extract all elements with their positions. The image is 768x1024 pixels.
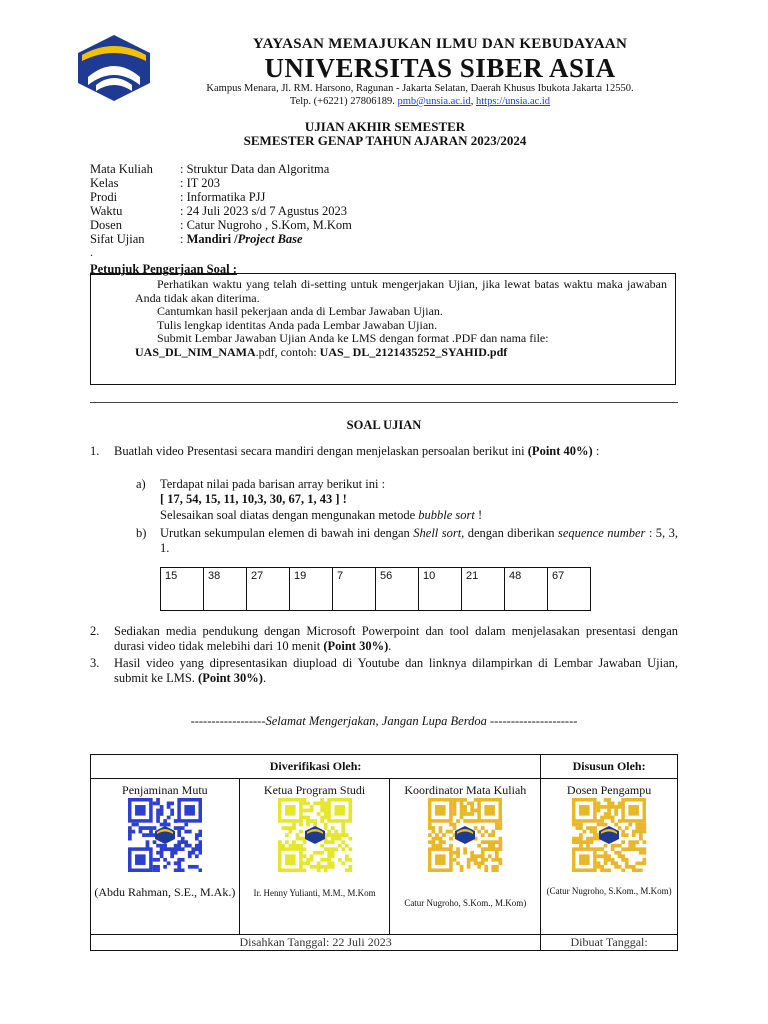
prepared-by-header: Disusun Oleh:	[541, 755, 678, 779]
qr-code-icon	[128, 798, 202, 872]
array-values: [ 17, 54, 15, 11, 10,3, 30, 67, 1, 43 ] !	[160, 492, 347, 506]
contact-line: Telp. (+6221) 27806189. pmb@unsia.ac.id, https://unsia.ac.id	[289, 96, 551, 107]
instructions-box	[90, 273, 676, 385]
subquestion-b-text	[160, 526, 678, 555]
phone: Telp. (+6221) 27806189.	[289, 96, 395, 107]
filename-line	[135, 346, 667, 360]
question-1	[90, 444, 678, 459]
subquestion-b-label: b)	[136, 526, 147, 540]
array-cell: 15	[161, 568, 204, 611]
info-value: : Catur Nugroho , S.Kom, M.Kom	[180, 218, 352, 232]
qr-code-icon	[569, 798, 649, 872]
info-key: Dosen	[90, 218, 122, 232]
info-row	[90, 232, 352, 246]
signature-header-row	[91, 755, 678, 779]
question-text	[114, 444, 678, 459]
info-value	[180, 232, 303, 246]
sequence-term: sequence number	[557, 526, 646, 540]
info-key: Prodi	[90, 190, 118, 204]
array-cell: 21	[462, 568, 505, 611]
signer-role: Koordinator Mata Kuliah	[404, 783, 527, 797]
array-row	[161, 568, 591, 611]
question-points: (Point 30%)	[323, 638, 389, 653]
signer-name: Catur Nugroho, S.Kom., M.Kom)	[404, 898, 527, 908]
method-name: bubble sort	[418, 508, 475, 522]
info-value: : Informatika PJJ	[180, 190, 266, 204]
array-cell: 48	[505, 568, 548, 611]
qr-code-icon	[425, 798, 505, 872]
question-points: (Point 40%)	[527, 444, 593, 458]
question-points: (Point 30%)	[198, 670, 263, 685]
address-line: Kampus Menara, Jl. RM. Harsono, Ragunan - Jakarta Selatan, Daerah Khusus Ibukota Jakarta 12550.	[206, 83, 634, 94]
question-3-text: Hasil video yang dipresentasikan diupload di Youtube dan linknya dilampirkan di Lembar Jawaban Ujian, submit ke LMS.	[114, 656, 678, 685]
exam-mode: Mandiri /	[186, 232, 238, 246]
instructions-heading: Petunjuk Pengerjaan Soal :	[90, 262, 237, 276]
sort-name: Shell sort,	[413, 526, 465, 540]
instruction-item: Tulis lengkap identitas Anda pada Lembar Jawaban Ujian.	[157, 317, 438, 332]
exam-mode-type: Project Base	[237, 232, 303, 246]
signature-body-row	[91, 779, 678, 935]
array-cell: 67	[548, 568, 591, 611]
array-table	[160, 567, 591, 611]
info-key: Sifat Ujian	[90, 232, 145, 246]
subquestion-a-label: a)	[136, 477, 146, 491]
instruction-item: Cantumkan hasil pekerjaan anda di Lembar Jawaban Ujian.	[157, 304, 443, 318]
filename-suffix: .pdf, contoh:	[255, 344, 320, 359]
question-text	[114, 624, 678, 653]
info-row	[90, 176, 352, 190]
closing-dashes-left: ------------------	[190, 714, 266, 728]
info-value-prefix: :	[180, 232, 187, 246]
array-cell: 7	[333, 568, 376, 611]
question-number: 1.	[90, 444, 100, 458]
approved-date: Disahkan Tanggal: 22 Juli 2023	[91, 935, 541, 951]
question-2-text: Sediakan media pendukung dengan Microsoft Powerpoint dan tool dalam menjelasakan presentasi dengan durasi video tidak melebihi dari 10 menit	[114, 624, 678, 653]
questions-title: SOAL UJIAN	[346, 418, 422, 432]
question-2	[90, 624, 678, 653]
question-text	[114, 656, 678, 685]
info-key: Waktu	[90, 204, 123, 218]
closing-dashes-right: ---------------------	[486, 714, 578, 728]
task-suffix: !	[474, 508, 483, 522]
info-value: : IT 203	[180, 176, 221, 190]
university-name: UNIVERSITAS SIBER ASIA	[264, 53, 616, 83]
exam-title-line2: SEMESTER GENAP TAHUN AJARAN 2023/2024	[243, 133, 527, 148]
array-cell: 10	[419, 568, 462, 611]
signer-cell	[390, 779, 541, 935]
section-divider	[90, 402, 678, 403]
question-number: 3.	[90, 656, 100, 670]
filename-example: UAS_ DL_2121435252_SYAHID.pdf	[319, 344, 508, 359]
filename-format: UAS_DL_NIM_NAMA	[135, 344, 256, 359]
signer-name: (Abdu Rahman, S.E., M.Ak.)	[94, 885, 236, 899]
instruction-item: Submit Lembar Jawaban Ujian Anda ke LMS dengan format .PDF dan nama file:	[157, 331, 549, 345]
signature-table	[90, 754, 678, 951]
array-cell: 27	[247, 568, 290, 611]
course-info	[90, 162, 352, 246]
subquestion-a-text: Terdapat nilai pada barisan array berikut ini :	[160, 477, 386, 491]
verified-by-header: Diverifikasi Oleh:	[91, 755, 541, 779]
info-row	[90, 204, 352, 218]
signer-role: Penjaminan Mutu	[122, 783, 208, 797]
letterhead	[0, 0, 768, 110]
university-logo-icon	[74, 33, 154, 103]
signer-name: Ir. Henny Yulianti, M.M., M.Kom	[253, 888, 376, 898]
question-tail: :	[592, 444, 600, 458]
question-3	[90, 656, 678, 685]
array-cell: 19	[290, 568, 333, 611]
array-cell: 56	[376, 568, 419, 611]
array-cell: 38	[204, 568, 247, 611]
instruction-item: Perhatikan waktu yang telah di-setting untuk mengerjakan Ujian, jika lewat batas waktu maka jawaban Anda tidak akan diterima.	[135, 277, 667, 305]
email-link[interactable]: pmb@unsia.ac.id	[397, 96, 471, 107]
question-tail: .	[388, 638, 392, 653]
closing-message	[90, 714, 678, 729]
b-mid: dengan diberikan	[464, 526, 558, 540]
signer-role: Ketua Program Studi	[263, 783, 366, 797]
info-row	[90, 162, 352, 176]
signer-cell	[91, 779, 240, 935]
task-prefix: Selesaikan soal diatas dengan mengunakan metode	[160, 508, 419, 522]
exam-title	[90, 120, 680, 148]
subquestion-a-task	[160, 508, 482, 523]
info-key: Mata Kuliah	[90, 162, 153, 176]
closing-text: Selamat Mengerjakan, Jangan Lupa Berdoa	[265, 714, 487, 728]
question-number: 2.	[90, 624, 100, 638]
b-suffix: : 5, 3, 1.	[160, 526, 678, 555]
created-date: Dibuat Tanggal:	[541, 935, 678, 951]
info-value: : Struktur Data dan Algoritma	[180, 162, 330, 176]
exam-title-line1: UJIAN AKHIR SEMESTER	[304, 119, 466, 134]
signer-cell	[239, 779, 390, 935]
info-row	[90, 190, 352, 204]
address	[160, 82, 680, 108]
divider-dot: .	[90, 245, 93, 259]
info-value: : 24 Juli 2023 s/d 7 Agustus 2023	[180, 204, 348, 218]
signature-footer-row	[91, 935, 678, 951]
qr-code-icon	[275, 798, 355, 872]
website-link[interactable]: https://unsia.ac.id	[475, 96, 551, 107]
foundation-name: YAYASAN MEMAJUKAN ILMU DAN KEBUDAYAAN	[252, 36, 628, 52]
question-tail: .	[262, 670, 267, 685]
signer-name: (Catur Nugroho, S.Kom., M.Kom)	[546, 886, 672, 896]
b-prefix: Urutkan sekumpulan elemen di bawah ini dengan	[160, 526, 414, 540]
signer-cell	[541, 779, 678, 935]
info-row	[90, 218, 352, 232]
signer-role: Dosen Pengampu	[566, 783, 652, 797]
info-key: Kelas	[90, 176, 119, 190]
question-1-text: Buatlah video Presentasi secara mandiri dengan menjelaskan persoalan berikut ini	[114, 444, 528, 458]
